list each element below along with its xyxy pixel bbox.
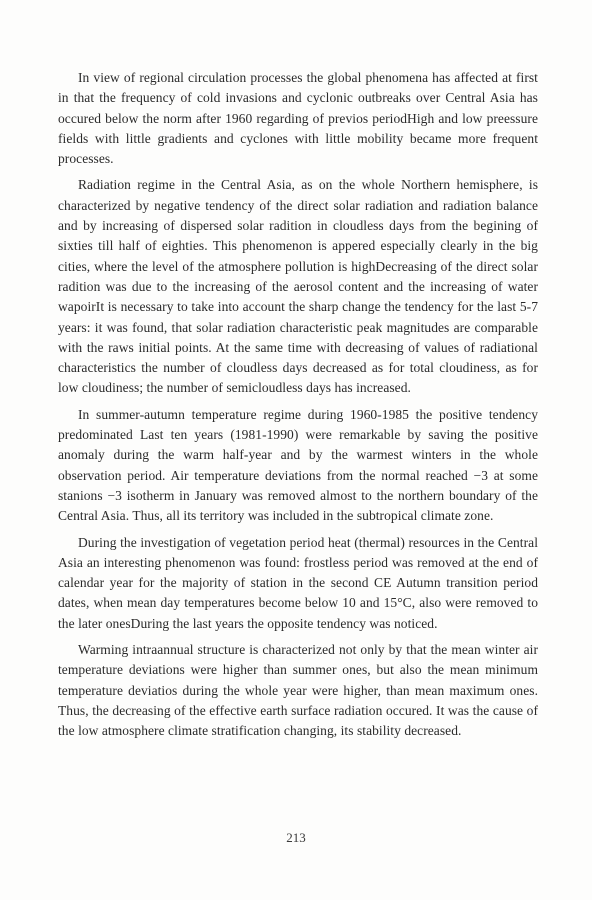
paragraph-3: In summer-autumn temperature regime during 1960-1985 the positive tendency predominated Last ten years (1981-1990) were remarkable by saving the positive anomaly during the warm half-year and by the warmest winters in the whole observation period. Air temperature deviations from the normal reached −3 at some stanions −3 isotherm in January was removed almost to the northern boundary of the Central Asia. Thus, all its territory was included in the subtropical climate zone. bbox=[58, 406, 538, 524]
paragraph-5: Warming intraannual structure is characterized not only by that the mean winter air temperature deviations were higher than summer ones, but also the mean minimum temperature deviatios during the whole year were higher, than mean maximum ones. Thus, the decreasing of the effective earth surface radiation occured. It was the cause of the low atmosphere climate stratification changing, its stability decreased. bbox=[58, 642, 538, 739]
body-text bbox=[58, 68, 538, 742]
page-number: 213 bbox=[286, 830, 306, 845]
paragraph-4: During the investigation of vegetation period heat (thermal) resources in the Central Asia an interesting phenomenon was found: frostless period was removed at the end of calendar year for the majority of station in the second CE Autumn transition period dates, when mean day temperatures become below 10 and 15°C, also were removed to the later onesDuring the last years the opposite tendency was noticed. bbox=[58, 534, 538, 631]
paragraph-1: In view of regional circulation processes the global phenomena has affected at first in that the frequency of cold invasions and cyclonic outbreaks over Central Asia has occured below the norm after 1960 regarding of previos periodHigh and low preessure fields with little gradients and cyclones with little mobility became more frequent processes. bbox=[58, 70, 538, 167]
paragraph-2: Radiation regime in the Central Asia, as on the whole Northern hemisphere, is characterized by negative tendency of the direct solar radiation and radiation balance and by increasing of dispersed solar radition in cloudless days from the begining of sixties till half of eighties. This phenomenon is appered especially clearly in the big cities, where the level of the atmosphere pollution is highDecreasing of the direct solar radition was due to the increasing of the aerosol content and the increasing of water wapoirIt is necessary to take into account the sharp change the tendency for the last 5-7 years: it was found, that solar radiation characteristic peak magnitudes are comparable with the raws initial points. At the same time with decreasing of values of radiational characteristics the number of cloudless days decreased as for total cloudiness, as for low cloudiness; the number of semicloudless days has increased. bbox=[58, 177, 538, 396]
